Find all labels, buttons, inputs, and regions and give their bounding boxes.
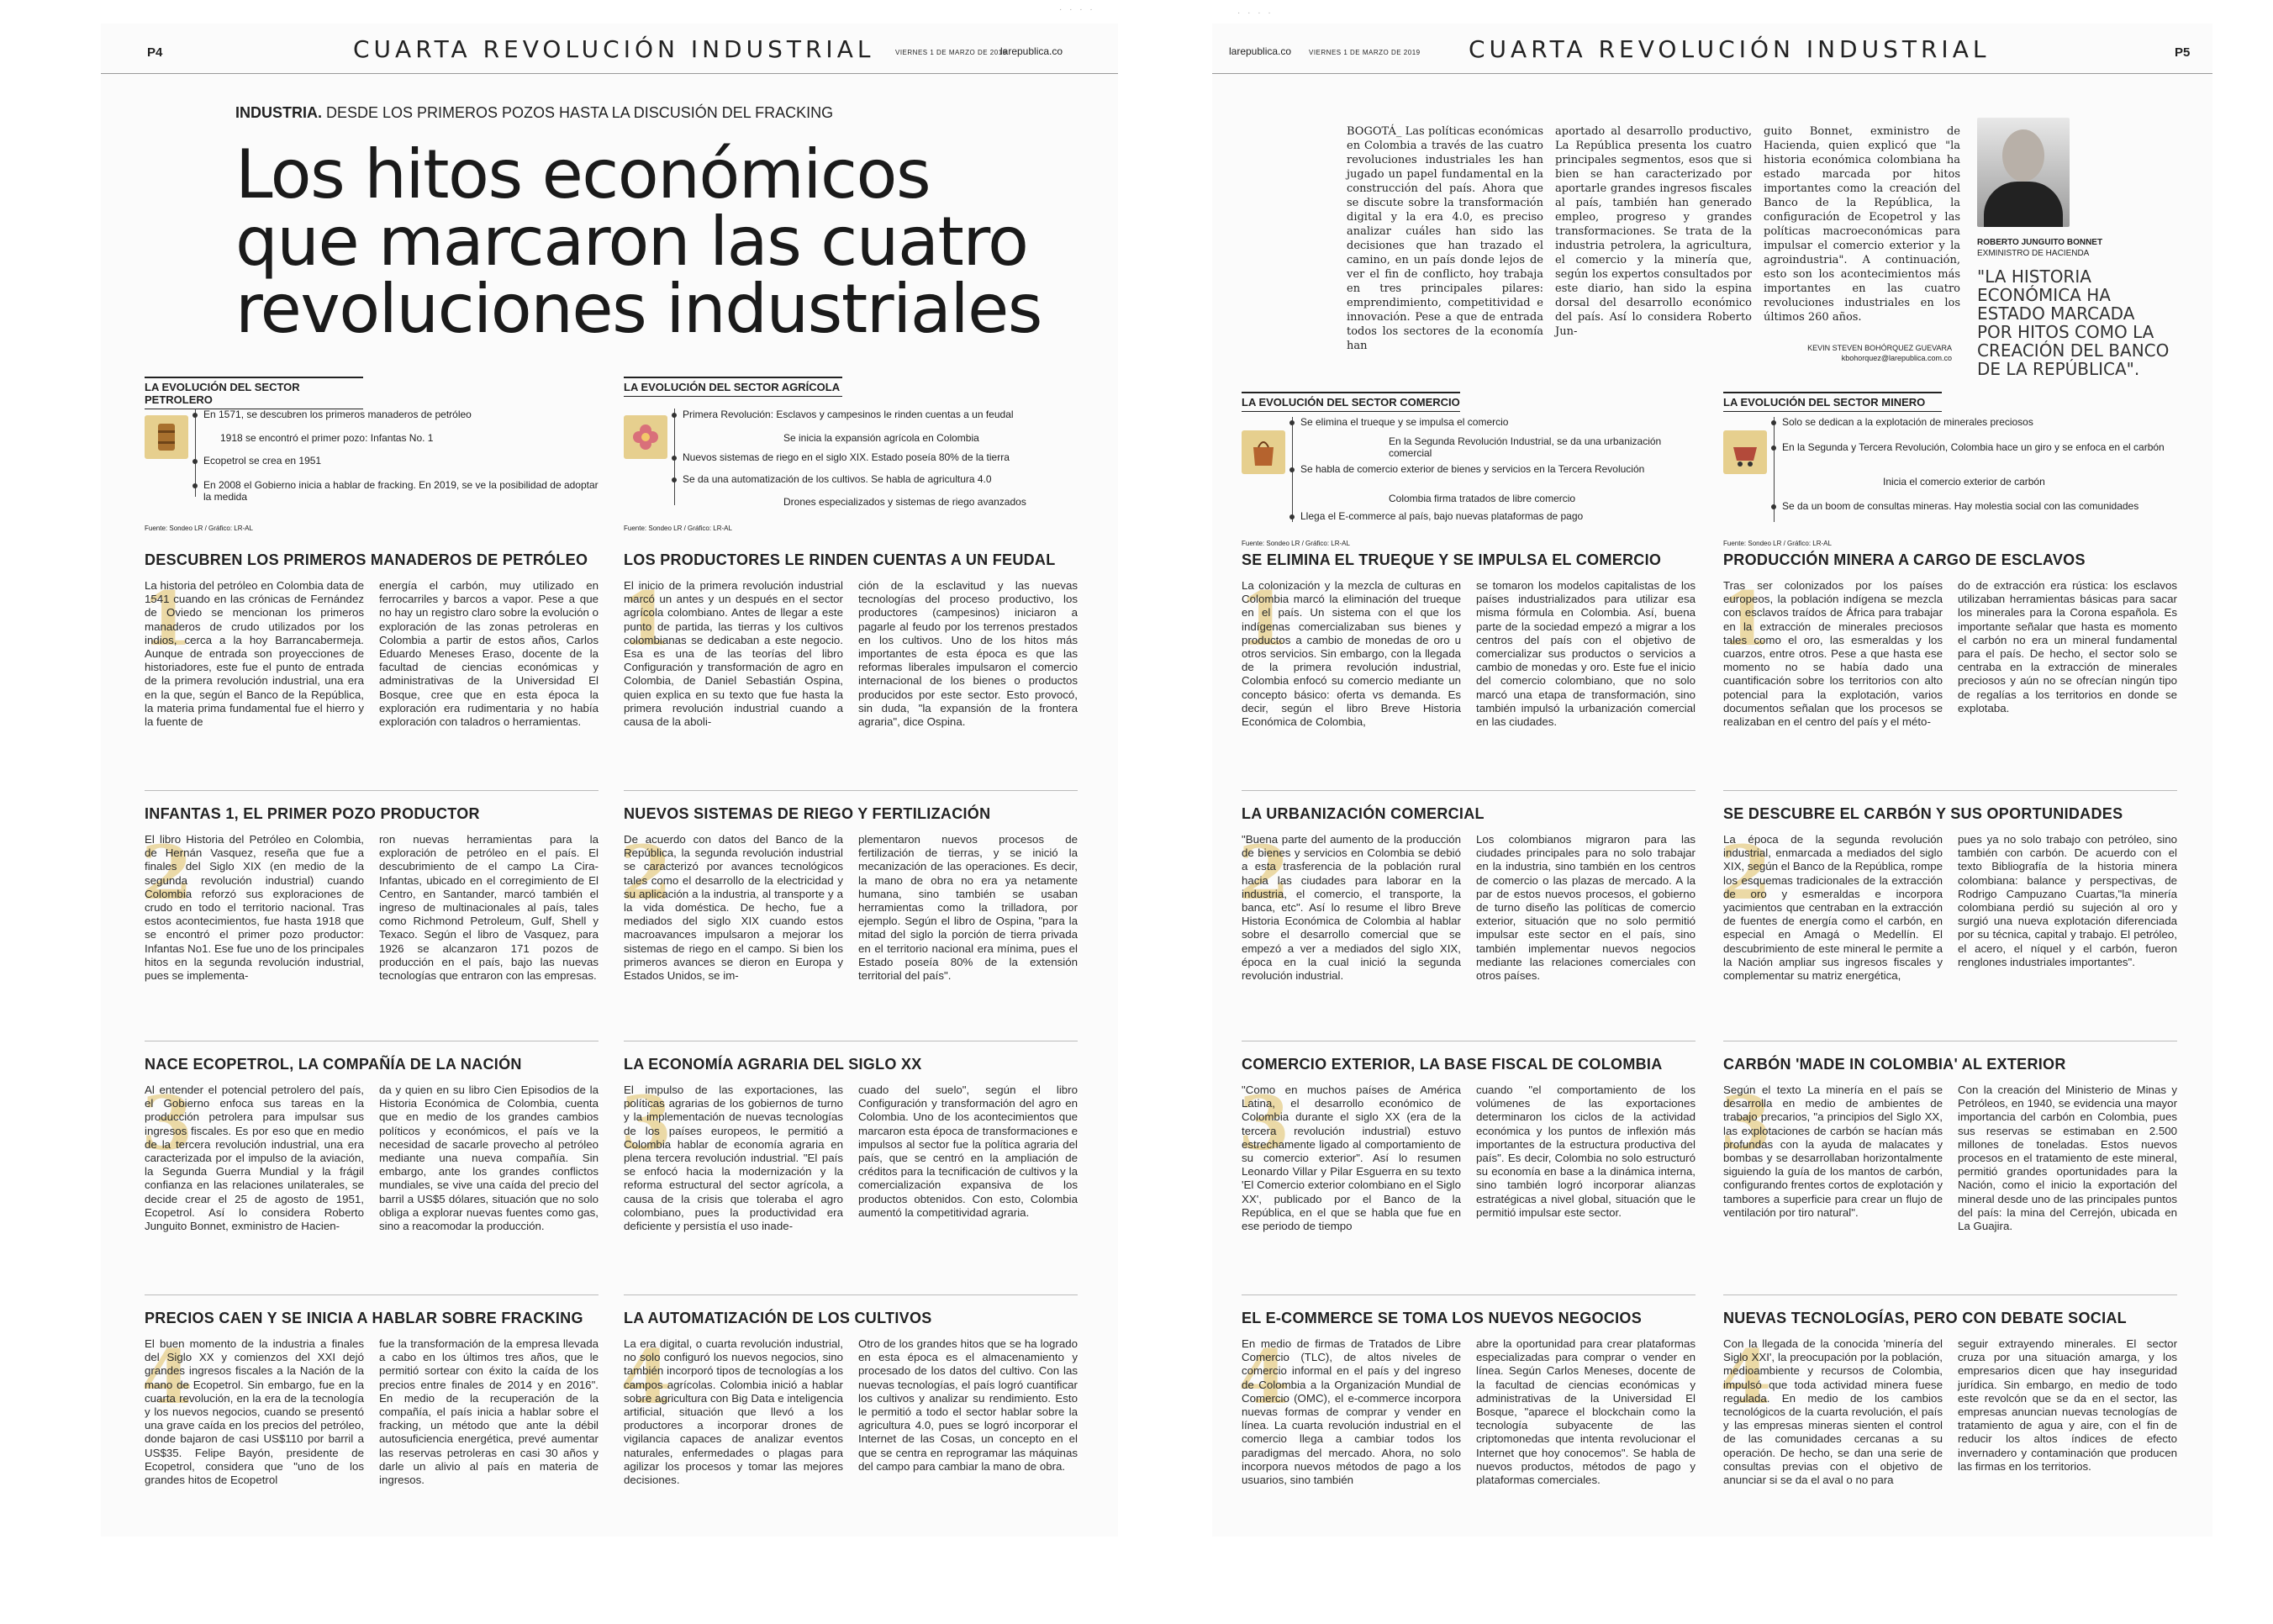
section-text: plementaron nuevos procesos de fertilización de tierras, y se inició la mecanización de las operaciones. Es decir, la mano de obra no era ya netamente humana, sino también se usaban herramientas como la trilladora, por ejemplo. Según el libro de Ospina, "para la mitad del siglo la porción de tierra privada en el territorio nacional era mínima, pues el Estado poseía 80% de la extensión territorial del país". xyxy=(858,833,1078,983)
headline-line-1: Los hitos económicos xyxy=(235,135,931,214)
timeline-item: Primera Revolución: Esclavos y campesinos le rinden cuentas a un feudal xyxy=(683,409,1014,420)
section-number: 3 xyxy=(1720,1079,1772,1167)
section-divider xyxy=(1723,1294,2177,1295)
section-title: LA ECONOMÍA AGRARIA DEL SIGLO XX xyxy=(624,1056,922,1073)
section-text: Con la creación del Ministerio de Minas y Petróleos, en 1940, se evidencia una mayor importancia del carbón en Colombia, pues sus reservas se estimaban en 2.500 millones de toneladas. Estos nuevos procesos en el tratamiento de este mineral, permitió grandes oportunidades para la Nación, como el inicio la exportación del mineral desde uno de las principales puntos del país: la mina del Cerrejón, ubicada en La Guajira. xyxy=(1958,1084,2177,1233)
section-text: La era digital, o cuarta revolución industrial, no solo configuró los nuevos negocios, sino también incorporó tipos de tecnologías a los campos agrícolas. Colombia inició a hablar sobre agricultura con Big Data e inteligencia artificial, situación que llevó a los productores a incorporar drones de vigilancia capaces de analizar eventos naturales, enfermedades o plagas para agilizar los procesos y tomar las mejores decisiones. xyxy=(624,1337,843,1487)
timeline-item: Se da un boom de consultas mineras. Hay molestia social con las comunidades xyxy=(1782,500,2139,512)
timeline-dot xyxy=(1289,420,1295,425)
section-divider xyxy=(145,790,599,791)
timeline-item: 1918 se encontró el primer pozo: Infantas No. 1 xyxy=(220,432,434,444)
section-title: COMERCIO EXTERIOR, LA BASE FISCAL DE COLOMBIA xyxy=(1242,1056,1663,1073)
header-site: larepublica.co xyxy=(1000,45,1063,57)
section-text: El buen momento de la industria a finales del Siglo XX y comienzos del XXI dejó grandes ingresos fiscales a la Nación de la mano de Ecopetrol. Sin embargo, fue en la cuarta revolución, en la era de la tecnología y los nuevos negocios, cuando se presentó una grave caída en los precios del petróleo, donde bajaron de casi US$110 por barril a US$35. Felipe Bayón, presidente de Ecopetrol, considera que "uno de los grandes hitos de Ecopetrol xyxy=(145,1337,364,1487)
timeline-item: Se habla de comercio exterior de bienes y servicios en la Tercera Revolución xyxy=(1300,463,1645,475)
section-text: "Buena parte del aumento de la producción de bienes y servicios en Colombia se debió a esta trasferencia de la población rural hacia las ciudades para laborar en la industria, el comercio, el transporte, la banca, etc". Así lo resume el libro Breve Historia Económica de Colombia al hablar sobre el desarrollo comercial que se empezó a ver a mediados del siglo XIX, época en la cual inició la segunda revolución industrial. xyxy=(1242,833,1461,983)
timeline-dot xyxy=(1289,467,1295,472)
article-section xyxy=(1238,1056,1696,1233)
timeline-minero xyxy=(1723,392,2177,547)
timeline-dot xyxy=(192,459,198,464)
timeline-item: Inicia el comercio exterior de carbón xyxy=(1883,476,2045,488)
section-divider xyxy=(1723,790,2177,791)
section-number: 2 xyxy=(1720,829,1772,916)
timeline-item: En la Segunda Revolución Industrial, se da una urbanización comercial xyxy=(1389,435,1662,459)
timeline-item: Colombia firma tratados de libre comercio xyxy=(1389,493,1576,504)
timeline-source: Fuente: Sondeo LR / Gráfico: LR-AL xyxy=(145,525,253,532)
quote-role: EXMINISTRO DE HACIENDA xyxy=(1977,249,2090,258)
section-title: LA AUTOMATIZACIÓN DE LOS CULTIVOS xyxy=(624,1310,932,1326)
section-number: 4 xyxy=(141,1333,193,1421)
section-number: 1 xyxy=(620,575,672,662)
byline xyxy=(1700,343,1952,363)
oil-barrel-icon xyxy=(145,415,188,459)
section-number: 4 xyxy=(1720,1333,1772,1421)
article-section xyxy=(1720,1310,2177,1487)
author-email: kbohorquez@larepublica.com.co xyxy=(1841,354,1952,362)
article-section xyxy=(620,1056,1078,1233)
page-header xyxy=(101,24,1118,74)
portrait-photo xyxy=(1977,118,2070,227)
timeline-dot xyxy=(672,477,677,482)
kicker xyxy=(235,104,833,122)
page-left xyxy=(101,5,1118,1537)
page-number: P5 xyxy=(2175,45,2191,60)
section-title: NUEVAS TECNOLOGÍAS, PERO CON DEBATE SOCIAL xyxy=(1723,1310,2127,1326)
section-text: se tomaron los modelos capitalistas de los países industrializados para utilizar esa misma fórmula en Colombia. Así, buena parte de la sociedad empezó a migrar a los centros del país con el objetivo de comercializar sus productos o servicios a cambio de monedas y oro. Este fue el inicio del comercio colombiano, que no solo marcó una etapa de transformación, sino también impulsó la urbanización comercial en las ciudades. xyxy=(1476,579,1696,729)
article-section xyxy=(141,551,599,729)
timeline-dot xyxy=(672,413,677,418)
headline xyxy=(235,135,1076,348)
section-divider xyxy=(624,790,1078,791)
header-date: VIERNES 1 DE MARZO DE 2019 xyxy=(895,49,1007,56)
section-number: 2 xyxy=(620,829,672,916)
timeline-item: En la Segunda y Tercera Revolución, Colombia hace un giro y se enfoca en el carbón xyxy=(1782,441,2165,453)
section-number: 2 xyxy=(1238,829,1290,916)
header-section-title: CUARTA REVOLUCIÓN INDUSTRIAL xyxy=(1469,35,1991,63)
article-section xyxy=(1238,805,1696,983)
section-title: PRECIOS CAEN Y SE INICIA A HABLAR SOBRE FRACKING xyxy=(145,1310,583,1326)
section-text: La colonización y la mezcla de culturas en Colombia marcó la eliminación del trueque en el país. Un sistema con el que los indígenas comercializaban sus bienes y productos a cambio de monedas de oro u otros servicios. Sin embargo, con la llegada de la primera revolución industrial, Colombia enfocó su comercio mediante un concepto básico: oferta vs demanda. Es decir, según el libro Breve Historia Económica de Colombia, xyxy=(1242,579,1461,729)
timeline-dot xyxy=(1771,446,1776,451)
section-text: Otro de los grandes hitos que se ha logrado en esta época es el almacenamiento y procesado de los datos del cultivo. Con las nuevas tecnologías, el país logró cuantificar los cultivos y analizar su rendimiento. Esto le permitió a todo el sector hablar sobre la agricultura 4.0, pues se logró incorporar el Internet de las Cosas, un concepto en el que se centra en reprogramar las máquinas del campo para cambiar la mano de obra. xyxy=(858,1337,1078,1473)
article-section xyxy=(1720,805,2177,983)
timeline-comercio xyxy=(1242,392,1696,547)
timeline-item: En 2008 el Gobierno inicia a hablar de fracking. En 2019, se ve la posibilidad de adoptar la medida xyxy=(203,479,599,503)
article-section xyxy=(141,805,599,983)
section-title: SE DESCUBRE EL CARBÓN Y SUS OPORTUNIDADES xyxy=(1723,805,2123,822)
intro-column: guito Bonnet, exministro de Hacienda, quien explicó que "la historia económica colombiana ha estado marcada por hitos importantes como la creación del Banco de la República, la configuración de Ecopetrol y las políticas macroeconómicas para impulsar el comercio exterior y la agroindustria". A continuación, esto son los acontecimientos más importantes en las cuatro revoluciones industriales en los últimos 260 años. xyxy=(1764,125,1960,324)
section-text: El impulso de las exportaciones, las políticas agrarias de los gobiernos de turno y la implementación de nuevas tecnologías de los países europeos, le permitió a Colombia hablar de economía agraria en plena tercera revolución industrial. "El país se enfocó hacia la modernización y la reforma estructural del sector agrícola, a causa de la crisis que toleraba el agro colombiano, pues la productividad era deficiente y persistía el uso inade- xyxy=(624,1084,843,1233)
section-number: 1 xyxy=(1238,575,1290,662)
section-text: cuando "el comportamiento de los volúmenes de las exportaciones determinaron los ciclos de la actividad económica y los puntos de inflexión más importantes de la estructura productiva del país". Es decir, Colombia no solo estructuró su economía en base a la dinámica interna, sino también logró incorporar alianzas estratégicas a nivel global, situación que le permitió impulsar este sector. xyxy=(1476,1084,1696,1219)
article-section xyxy=(1238,551,1696,729)
section-divider xyxy=(624,1294,1078,1295)
timeline-dot xyxy=(192,413,198,418)
section-text: ción de la esclavitud y las nuevas tecnologías del proceso productivo, los productores (campesinos) iniciaron a pagarle al feudo por los terrenos prestados en los cultivos. Uno de los hitos más importantes de esta época es que las reformas liberales impulsaron el comercio internacional de los bienes o productos producidos por este sector. Esto provocó, sin duda, "la expansión de la frontera agraria", dice Ospina. xyxy=(858,579,1078,729)
author-name: KEVIN STEVEN BOHÓRQUEZ GUEVARA xyxy=(1807,344,1952,352)
article-section xyxy=(1238,1310,1696,1487)
timeline-item: Drones especializados y sistemas de riego avanzados xyxy=(783,496,1026,508)
section-title: DESCUBREN LOS PRIMEROS MANADEROS DE PETRÓLEO xyxy=(145,551,588,568)
section-number: 3 xyxy=(1238,1079,1290,1167)
flower-icon xyxy=(624,415,667,459)
section-text: El libro Historia del Petróleo en Colombia, de Hernán Vasquez, reseña que fue a finales del Siglo XIX (en medio de la segunda revolución industrial) cuando Colombia reforzó sus exploraciones de crudo en todo el territorio nacional. Tras estos acontecimientos, fue hasta 1918 que se encontró el primer pozo productor: Infantas No1. Ese fue uno de los principales hitos en la segunda revolución industrial, pues se implementa- xyxy=(145,833,364,983)
intro-text xyxy=(1347,124,1960,353)
section-number: 4 xyxy=(1238,1333,1290,1421)
timeline-dot xyxy=(192,483,198,488)
article-section xyxy=(1720,551,2177,729)
section-text: fue la transformación de la empresa llevada a cabo en los últimos tres años, que le permitió sortear con éxito la caída de los precios entre finales de 2014 y en 2016". En medio de la recuperación de la compañía, el país inicia a hablar sobre el fracking, un método que ante la débil autosuficiencia energética, prevé aumentar las reservas petroleras en casi 30 años y darle un alivio al país en materia de ingresos. xyxy=(379,1337,599,1487)
section-title: PRODUCCIÓN MINERA A CARGO DE ESCLAVOS xyxy=(1723,551,2086,568)
article-section xyxy=(620,1310,1078,1487)
header-date: VIERNES 1 DE MARZO DE 2019 xyxy=(1309,49,1421,56)
section-divider xyxy=(145,1294,599,1295)
section-text: Con la llegada de la conocida 'minería del Siglo XXI', la preocupación por la población, medioambiente y recursos de Colombia, impulsó que toda actividad minera fuese regulada. En medio de los cambios tecnológicos de la cuarta revolución, el país y las empresas mineras sienten el control de las comunidades cercanas a su operación. De hecho, se dan una serie de consultas previas con el objetivo de anunciar si se da el aval o no para xyxy=(1723,1337,1943,1487)
quote-name: ROBERTO JUNGUITO BONNET xyxy=(1977,238,2103,247)
section-text: El inicio de la primera revolución industrial marcó un antes y un después en el sector agrícola colombiano. Antes de llegar a este punto de partida, las tierras y los cultivos colombianas se dedicaban a este negocio. Esa es una de las teorías del libro Configuración y transformación de agro en Colombia, de Daniel Sebastián Ospina, quien explica en su texto que fue hasta la primera revolución industrial cuando a causa de la aboli- xyxy=(624,579,843,729)
intro-column: BOGOTÁ_ Las políticas económicas en Colombia a través de las cuatro revoluciones industriales les han jugado un papel fundamental en la construcción del país. Ahora que se discute sobre la transformación digital y la era 4.0, es preciso analizar cuáles han sido las decisiones que han trazado el camino, en un país donde lejos de ver el fin de conflicto, hoy trabaja en tres principales pilares: emprendimiento, competitividad e innovación. Pese a que de entrada todos los sectores de la economía han xyxy=(1347,125,1543,352)
kicker-label: INDUSTRIA. xyxy=(235,104,322,121)
section-divider xyxy=(1242,790,1696,791)
section-number: 2 xyxy=(141,829,193,916)
section-text: cuado del suelo", según el libro Configuración y transformación del agro en Colombia. Uno de los acontecimientos que marcaron esta época de transformaciones e impulsos al sector fue la política agraria del país, que se centró en la ampliación de créditos para la tecnificación de cultivos y la comercialización expansiva de los productos obtenidos. Con esto, Colombia aumentó la competitividad agraria. xyxy=(858,1084,1078,1219)
timeline-source: Fuente: Sondeo LR / Gráfico: LR-AL xyxy=(1242,540,1350,547)
mine-cart-icon xyxy=(1723,430,1767,474)
headline-line-2: que marcaron las cuatro xyxy=(235,203,1028,281)
decor-dots: · · · · xyxy=(1059,5,1095,14)
intro-column: aportado al desarrollo productivo, La República presenta los cuatro principales segmentos, esos que si bien se han caracterizado por aportarle grandes ingresos fiscales al país, también han generado empleo, progreso y grandes transformaciones. Se trata de la industria petrolera, la agricultura, el comercio y la minería que, según los expertos consultados por este diario, han sido la espina dorsal del desarrollo económico del país. Así lo considera Roberto Jun- xyxy=(1555,125,1752,338)
article-section xyxy=(141,1056,599,1233)
section-text: abre la oportunidad para crear plataformas especializadas para comprar o vender en línea. Según Carlos Meneses, docente de la facultad de ciencias económicas y administrativas de la Universidad El Bosque, "aparece el blockchain como la tecnología subyacente de las criptomonedas que intenta revolucionar el Internet que hoy conocemos". Se habla de nuevos productos, métodos de pago y plataformas comerciales. xyxy=(1476,1337,1696,1487)
section-number: 1 xyxy=(141,575,193,662)
kicker-text: DESDE LOS PRIMEROS POZOS HASTA LA DISCUSIÓN DEL FRACKING xyxy=(322,104,834,121)
section-text: Al entender el potencial petrolero del país, el Gobierno enfoca sus tareas en la producción petrolera para impulsar sus ingresos fiscales. Es por eso que en medio de la tercera revolución industrial, una era caracterizada por el impulso de la aviación, la Segunda Guerra Mundial y la frágil confianza en las relaciones unilaterales, se decide crear el 25 de agosto de 1951, Ecopetrol. Así lo considera Roberto Junguito Bonnet, exministro de Hacien- xyxy=(145,1084,364,1233)
section-title: SE ELIMINA EL TRUEQUE Y SE IMPULSA EL COMERCIO xyxy=(1242,551,1662,568)
section-text: "Como en muchos países de América Latina, el desarrollo económico de Colombia durante el siglo XX (era de la tercera revolución industrial) estuvo estrechamente ligado al comportamiento de su comercio exterior". Así lo resumen Leonardo Villar y Pilar Esguerra en su texto 'El Comercio exterior colombiano en el Siglo XX', publicado por el Banco de la República, en el que se habla que fue en ese periodo de tiempo xyxy=(1242,1084,1461,1233)
timeline-dot xyxy=(672,456,677,461)
section-number: 3 xyxy=(620,1079,672,1167)
section-text: Tras ser colonizados por los países europeos, la población indígena se mezcla con esclavos traídos de África para trabajar en la extracción de minerales preciosos tales como el oro, las esmeraldas y los cuarzos, entre otros. Pese a que hasta ese momento no se había dado una cuantificación sobre los territorios con alto potencial para la explotación, varios documentos señalan que los procesos se realizaban en el centro del país y el méto- xyxy=(1723,579,1943,729)
timeline-title: LA EVOLUCIÓN DEL SECTOR AGRÍCOLA xyxy=(624,377,842,397)
timeline-item: Nuevos sistemas de riego en el siglo XIX. Estado poseía 80% de la tierra xyxy=(683,451,1010,463)
decor-dots: · · · · xyxy=(1237,8,1274,18)
timeline-item: Se elimina el trueque y se impulsa el comercio xyxy=(1300,416,1509,428)
section-text: ron nuevas herramientas para la exploración de petróleo en el país. El descubrimiento de el campo La Cira-Infantas, ubicado en el corregimiento de El Centro, en Santander, marcó también el ingreso de multinacionales al país, tales como Richmond Petroleum, Gulf, Shell y Texaco. Según el libro de Vasquez, para 1926 se alcanzaron 171 pozos de producción en el país, bajo las nuevas tecnologías que entraron con las empresas. xyxy=(379,833,599,983)
article-section xyxy=(620,805,1078,983)
article-section xyxy=(1720,1056,2177,1233)
timeline-item: Ecopetrol se crea en 1951 xyxy=(203,455,322,467)
timeline-item: Se inicia la expansión agrícola en Colombia xyxy=(783,432,979,444)
section-number: 1 xyxy=(1720,575,1772,662)
section-text: do de extracción era rústica: los esclavos utilizaban herramientas básicas para sacar los minerales para la Corona española. Es importante señalar que hasta es momento el carbón no era un mineral fundamental para el país. De hecho, el sector solo se centraba en la extracción de minerales preciosos y aún no se ofrecían ningún tipo de regalías a los territorios en donde se explotaba. xyxy=(1958,579,2177,714)
section-text: De acuerdo con datos del Banco de la República, la segunda revolución industrial se caracterizó por avances tecnológicos tales como el desarrollo de la electricidad y su aplicación a la industria, al transporte y a la vida doméstica. De hecho, fue a mediados del siglo XIX cuando estos macroavances impulsaron a mejorar los sistemas de riego en el campo. Si bien los primeros avances se dieron en Europa y Estados Unidos, se im- xyxy=(624,833,843,983)
timeline-source: Fuente: Sondeo LR / Gráfico: LR-AL xyxy=(1723,540,1832,547)
timeline-agricola xyxy=(624,377,1078,532)
section-title: NUEVOS SISTEMAS DE RIEGO Y FERTILIZACIÓN xyxy=(624,805,991,822)
section-text: pues ya no solo trabajo con petróleo, sino también con carbón. De acuerdo con el texto Bibliografía de la historia minera colombiana: balance y perspectivas, de Rodrigo Campuzano Cuartas,"la minería colombiana perdió su sujeción al oro y surgió una nueva explotación diferenciada por su técnica, capital y trabajo. El petróleo, el acero, el níquel y el carbón, fueron renglones industriales importantes". xyxy=(1958,833,2177,968)
section-title: CARBÓN 'MADE IN COLOMBIA' AL EXTERIOR xyxy=(1723,1056,2066,1073)
timeline-source: Fuente: Sondeo LR / Gráfico: LR-AL xyxy=(624,525,732,532)
section-text: En medio de firmas de Tratados de Libre Comercio (TLC), de altos niveles de comercio informal en el país y del ingreso de Colombia a la Organización Mundial de Comercio (OMC), el e-commerce incorpora nuevas formas de comprar y vender en línea. La cuarta revolución industrial en el comercio llega a cambiar todos los paradigmas del mercado. Ahora, no solo incorpora nuevos métodos de pago a los usuarios, sino también xyxy=(1242,1337,1461,1487)
timeline-title: LA EVOLUCIÓN DEL SECTOR COMERCIO xyxy=(1242,392,1460,412)
header-section-title: CUARTA REVOLUCIÓN INDUSTRIAL xyxy=(353,35,875,63)
timeline-title: LA EVOLUCIÓN DEL SECTOR PETROLERO xyxy=(145,377,363,409)
section-text: da y quien en su libro Cien Episodios de la Historia Económica de Colombia, cuenta que en medio de los grandes cambios políticos y económicos, el país ve la necesidad de sacarle provecho al petróleo mediante una nueva compañía. Sin embargo, ante los grandes conflictos mundiales, se vive una caída del precio del barril a US$5 dólares, situación que no solo obliga a explorar nuevas fuentes como gas, sino a reacomodar la producción. xyxy=(379,1084,599,1233)
article-section xyxy=(141,1310,599,1487)
section-title: INFANTAS 1, EL PRIMER POZO PRODUCTOR xyxy=(145,805,480,822)
section-number: 4 xyxy=(620,1333,672,1421)
section-text: energía el carbón, muy utilizado en ferrocarriles y barcos a vapor. Pese a que no hay un registro claro sobre la evolución o exploración de las zonas petroleras en Colombia a partir de estos años, Carlos Eduardo Meneses Eraso, docente de la facultad de ciencias económicas y administrativas de la Universidad El Bosque, cree que en esta época la exploración era rudimentaria y no había exploración con taladros o herramientas. xyxy=(379,579,599,729)
timeline-dot xyxy=(1771,504,1776,509)
page-number: P4 xyxy=(147,45,163,60)
timeline-dot xyxy=(1771,420,1776,425)
timeline-item: En 1571, se descubren los primeros manaderos de petróleo xyxy=(203,409,472,420)
timeline-dot xyxy=(1289,514,1295,519)
page-right xyxy=(1212,8,2212,1537)
section-text: La historia del petróleo en Colombia data de 1541 cuando en las crónicas de Fernández de Oviedo se mencionan los primeros manaderos de crudo utilizados por los indios, cerca a la hoy Barrancabermeja. Aunque de entrada son proyecciones de historiadores, este fue el punto de entrada de la primera revolución industrial, una era en la que, según el Banco de la República, la materia prima fundamental fue el hierro y la fuente de xyxy=(145,579,364,729)
page-header xyxy=(1212,24,2212,74)
section-text: La época de la segunda revolución industrial, enmarcada a mediados del siglo XIX, según el Banco de la República, rompe los esquemas tradicionales de la extracción de oro y esmeraldas e incorpora yacimientos que centraban en la extracción de fuentes de energía como el carbón, en especial en Amagá o Medellín. El descubrimiento de este mineral le permite a la Nación ampliar sus ingresos fiscales y complementar su matriz energética, xyxy=(1723,833,1943,983)
timeline-item: Se da una automatización de los cultivos. Se habla de agricultura 4.0 xyxy=(683,473,992,485)
section-divider xyxy=(1242,1294,1696,1295)
section-title: EL E-COMMERCE SE TOMA LOS NUEVOS NEGOCIOS xyxy=(1242,1310,1643,1326)
timeline-title: LA EVOLUCIÓN DEL SECTOR MINERO xyxy=(1723,392,1942,412)
section-text: Según el texto La minería en el país se desarrolla en medio de ambientes de trabajo precarios, "a principios del Siglo XX, las explotaciones de carbón se hacían más profundas con la ayuda de malacates y bombas y se desarrollaban horizontalmente siguiendo la guía de los mantos de carbón, configurando frentes cortos de explotación y tambores a superficie para crear un flujo de ventilación por tiro natural". xyxy=(1723,1084,1943,1219)
section-number: 3 xyxy=(141,1079,193,1167)
section-text: seguir extrayendo minerales. El sector cruza por una situación amarga, y los empresarios dicen que hay inseguridad jurídica. Sin embargo, en medio de todo este revolcón que se da en el sector, las empresas anuncian nuevas tecnologías de tratamiento de agua y aire, con el fin de reducir los altos índices de efecto invernadero y contaminación que producen las firmas en los territorios. xyxy=(1958,1337,2177,1473)
section-title: LOS PRODUCTORES LE RINDEN CUENTAS A UN FEUDAL xyxy=(624,551,1056,568)
timeline-item: Solo se dedican a la explotación de minerales preciosos xyxy=(1782,416,2033,428)
section-title: LA URBANIZACIÓN COMERCIAL xyxy=(1242,805,1485,822)
section-text: Los colombianos migraron para las ciudades principales para no solo trabajar en la industria, sino también en los centros de comercio o las plazas de mercado. A la par de estos nuevos procesos, el gobierno de turno diseño las políticas de comercio exterior, situación que no solo permitió impulsar este sector en el país, sino también implementar nuevos negocios mediante las relaciones comerciales con otros países. xyxy=(1476,833,1696,983)
headline-line-3: revoluciones industriales xyxy=(235,270,1042,348)
timeline-item: Llega el E-commerce al país, bajo nuevas plataformas de pago xyxy=(1300,510,1584,522)
section-title: NACE ECOPETROL, LA COMPAÑÍA DE LA NACIÓN xyxy=(145,1056,522,1073)
pull-quote: "LA HISTORIA ECONÓMICA HA ESTADO MARCADA POR HITOS COMO LA CREACIÓN DEL BANCO DE LA REPÚBLICA". xyxy=(1977,266,2170,379)
shopping-bag-icon xyxy=(1242,430,1285,474)
timeline-petrolero xyxy=(145,377,599,532)
article-section xyxy=(620,551,1078,729)
header-site: larepublica.co xyxy=(1229,45,1292,57)
